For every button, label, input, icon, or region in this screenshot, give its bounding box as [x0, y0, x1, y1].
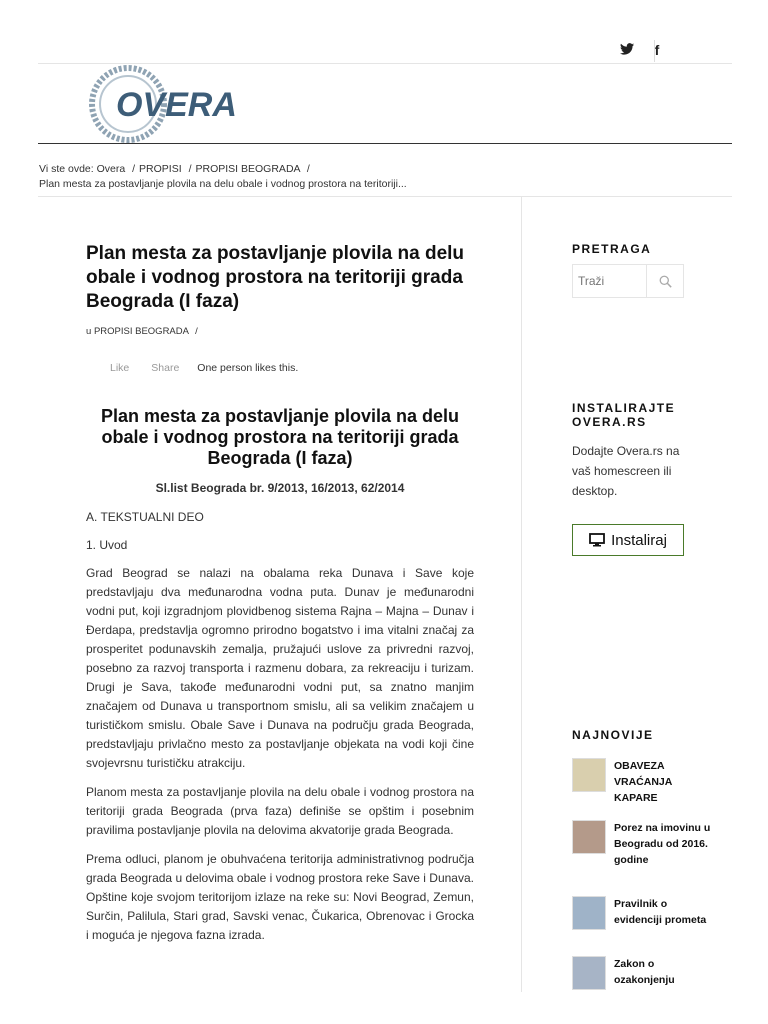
news-title[interactable]: Pravilnik o evidenciji prometa: [614, 898, 707, 926]
content-top-divider: [38, 196, 732, 197]
fb-like-button[interactable]: Like: [110, 362, 130, 374]
article-gazette: Sl.list Beograda br. 9/2013, 16/2013, 62/2014: [155, 481, 405, 495]
search-input[interactable]: [573, 265, 646, 297]
breadcrumb-propisi[interactable]: PROPISI: [139, 163, 182, 175]
breadcrumb: Vi ste ovde: Overa / PROPISI / PROPISI BEOGRADA / Plan mesta za postavljanje plovila na delu obale i vodnog prostora na teritoriji...: [39, 163, 407, 190]
news-item[interactable]: [572, 820, 712, 868]
news-thumbnail: [572, 956, 606, 990]
breadcrumb-prefix: Vi ste ovde:: [39, 163, 94, 175]
breadcrumb-propisi-beograda[interactable]: PROPISI BEOGRADA: [195, 163, 300, 175]
news-widget-title: NAJNOVIJE: [572, 728, 654, 742]
news-thumbnail: [572, 758, 606, 792]
breadcrumb-current: Plan mesta za postavljanje plovila na delu obale i vodnog prostora na teritoriji...: [39, 178, 407, 190]
news-title[interactable]: OBAVEZA VRAĆANJA KAPARE: [614, 760, 672, 804]
install-button-label: Instaliraj: [611, 531, 667, 549]
paragraph-2: Planom mesta za postavljanje plovila na delu obale i vodnog prostora na teritoriji grada Beograda (prva faza) definiše se opštim i posebnim pravilima postavljanje plovila na delovima akvatorije grada Beograda.: [86, 785, 474, 837]
paragraph-1: Grad Beograd se nalazi na obalama reka Dunava i Save koje predstavljaju dva međunarodna vodna puta. Dunav je međunarodni vodni put, koji izgradnjom plovidbenog sistema Rajna – Majna – Dunav i Đerdapa, predstavlja ogromno prirodno bogatstvo i ima vitalni značaj za prosperitet podunavskih zemalja, pružajući uslove za privredni razvoj, posebno za razvoj transporta i razmenu dobara, za rekreaciju i turizam. Drugi je Sava, takođe međunarodni vodni put, sa znatno manjim značajem od Dunava u transportnom smislu, ali sa velikim značajem u turističkom smislu. Obale Save i Dunava na području grada Beograda, predstavljaju privlačno mesto za postavljanje objekata na vodi koji čine svojevrsnu turističku atrakciju.: [86, 566, 474, 770]
fb-likes-count: One person likes this.: [197, 362, 299, 374]
search-widget-title: PRETRAGA: [572, 242, 652, 256]
search-form: [572, 264, 684, 298]
social-links: [612, 38, 672, 62]
svg-text:OVERA: OVERA: [116, 86, 237, 124]
news-thumbnail: [572, 896, 606, 930]
header-bottom-divider: [38, 143, 732, 144]
news-item[interactable]: [572, 896, 712, 930]
breadcrumb-home[interactable]: Overa: [96, 163, 126, 175]
overa-logo-icon: [86, 64, 246, 144]
news-widget-title-wrap: [572, 728, 702, 742]
install-button[interactable]: [572, 524, 684, 556]
search-button[interactable]: [646, 265, 683, 297]
post-meta: u PROPISI BEOGRADA /: [86, 326, 198, 337]
install-widget: [572, 401, 702, 501]
install-widget-title: INSTALIRAJTE OVERA.RS: [572, 401, 676, 429]
search-widget-title-wrap: [572, 242, 702, 256]
subsection-heading: 1. Uvod: [86, 538, 128, 552]
article-body: [86, 406, 474, 945]
news-title[interactable]: Zakon o ozakonjenju: [614, 958, 675, 986]
sidebar-divider: [521, 196, 522, 992]
news-thumbnail: [572, 820, 606, 854]
site-logo[interactable]: [86, 64, 246, 144]
monitor-icon: [589, 533, 605, 547]
paragraph-3: Prema odluci, planom je obuhvaćena teritorija administrativnog područja grada Beograda u delovima obale i vodnog prostora reke Save i Dunava. Opštine koje svojom teritorijom izlaze na reke su: Novi Beograd, Zemun, Surčin, Palilula, Stari grad, Savski venac, Čukarica, Obrenovac i Grocka i moguća je njegova fazna izrada.: [86, 852, 474, 942]
post-category-link[interactable]: PROPISI BEOGRADA: [93, 326, 189, 337]
install-widget-text: Dodajte Overa.rs na vaš homescreen ili desktop.: [572, 444, 680, 498]
social-divider: [654, 40, 655, 62]
facebook-widget: [110, 362, 298, 374]
page-title: Plan mesta za postavljanje plovila na delu obale i vodnog prostora na teritoriji grada Beograda (I faza): [86, 243, 465, 312]
twitter-icon[interactable]: [612, 38, 642, 62]
section-heading: A. TEKSTUALNI DEO: [86, 510, 204, 524]
facebook-icon[interactable]: f: [654, 42, 660, 58]
search-icon: [659, 275, 672, 288]
fb-share-button[interactable]: Share: [151, 362, 180, 374]
news-title[interactable]: Porez na imovinu u Beogradu od 2016. godine: [614, 822, 711, 866]
news-item[interactable]: [572, 758, 712, 806]
article-heading: Plan mesta za postavljanje plovila na delu obale i vodnog prostora na teritoriji grada Beograda (I faza): [100, 406, 460, 468]
news-item[interactable]: [572, 956, 712, 990]
